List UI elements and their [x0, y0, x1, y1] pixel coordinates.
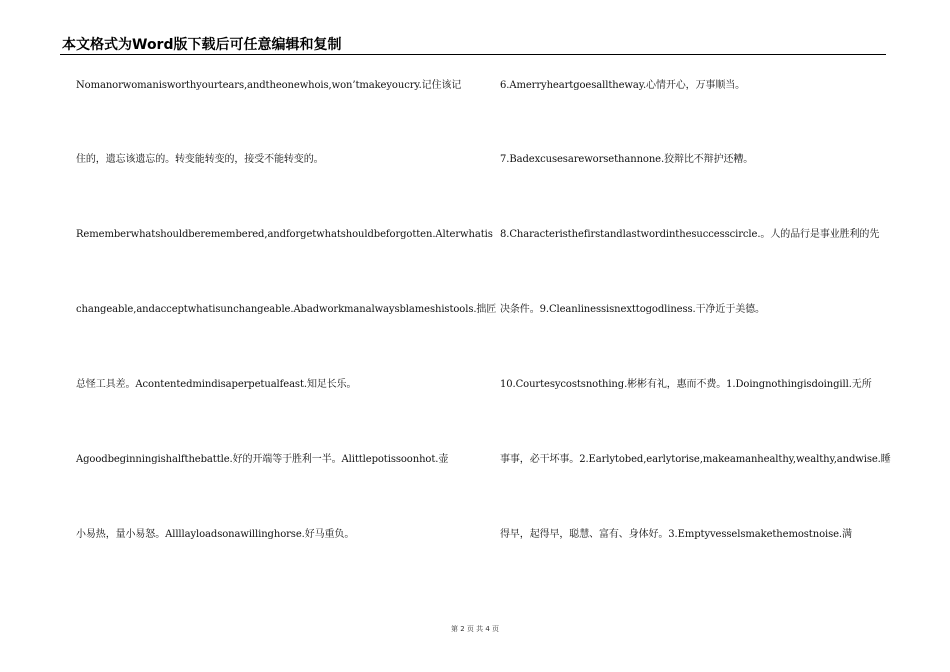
left-text-column — [76, 0, 497, 672]
right-line-2: 7.Badexcusesareworsethannone.狡辩比不辩护还糟。 — [500, 154, 754, 165]
left-line-4: changeable,andacceptwhatisunchangeable.Abadworkmanalwaysblameshistools.拙匠 — [76, 304, 497, 315]
left-line-3: Rememberwhatshouldberemembered,andforgetwhatshouldbeforgotten.Alterwhatis — [76, 229, 493, 240]
right-line-5: 10.Courtesycostsnothing.彬彬有礼，惠而不费。1.Doingnothingisdoingill.无所 — [500, 379, 872, 390]
right-line-6: 事事，必干坏事。2.Earlytobed,earlytorise,makeamanhealthy,wealthy,andwise.睡 — [500, 454, 891, 465]
right-text-column — [500, 0, 890, 672]
left-line-5: 总怪工具差。Acontentedmindisaperpetualfeast.知足长乐。 — [76, 379, 357, 390]
left-line-2: 住的，遗忘该遗忘的。转变能转变的，接受不能转变的。 — [76, 154, 324, 165]
left-line-7: 小易热，量小易怒。Allllayloadsonawillinghorse.好马重负。 — [76, 529, 355, 540]
document-header-title: 本文格式为Word版下载后可任意编辑和复制 — [62, 37, 342, 53]
right-line-7: 得早，起得早，聪慧、富有、身体好。3.Emptyvesselsmakethemostnoise.满 — [500, 529, 852, 540]
right-line-1: 6.Amerryheartgoesalltheway.心情开心，万事顺当。 — [500, 80, 746, 91]
page-number-footer: 第 2 页 共 4 页 — [450, 625, 500, 633]
right-line-4: 决条件。9.Cleanlinessisnexttogodliness.干净近于美德。 — [500, 304, 765, 315]
left-line-6: Agoodbeginningishalfthebattle.好的开端等于胜利一半。Alittlepotissoonhot.壶 — [76, 454, 449, 465]
right-line-3: 8.Characteristhefirstandlastwordinthesuccesscircle.。人的品行是事业胜利的先 — [500, 229, 880, 240]
left-line-1: Nomanorwomanisworthyourtears,andtheonewhois,won’tmakeyoucry.记住该记 — [76, 80, 462, 91]
